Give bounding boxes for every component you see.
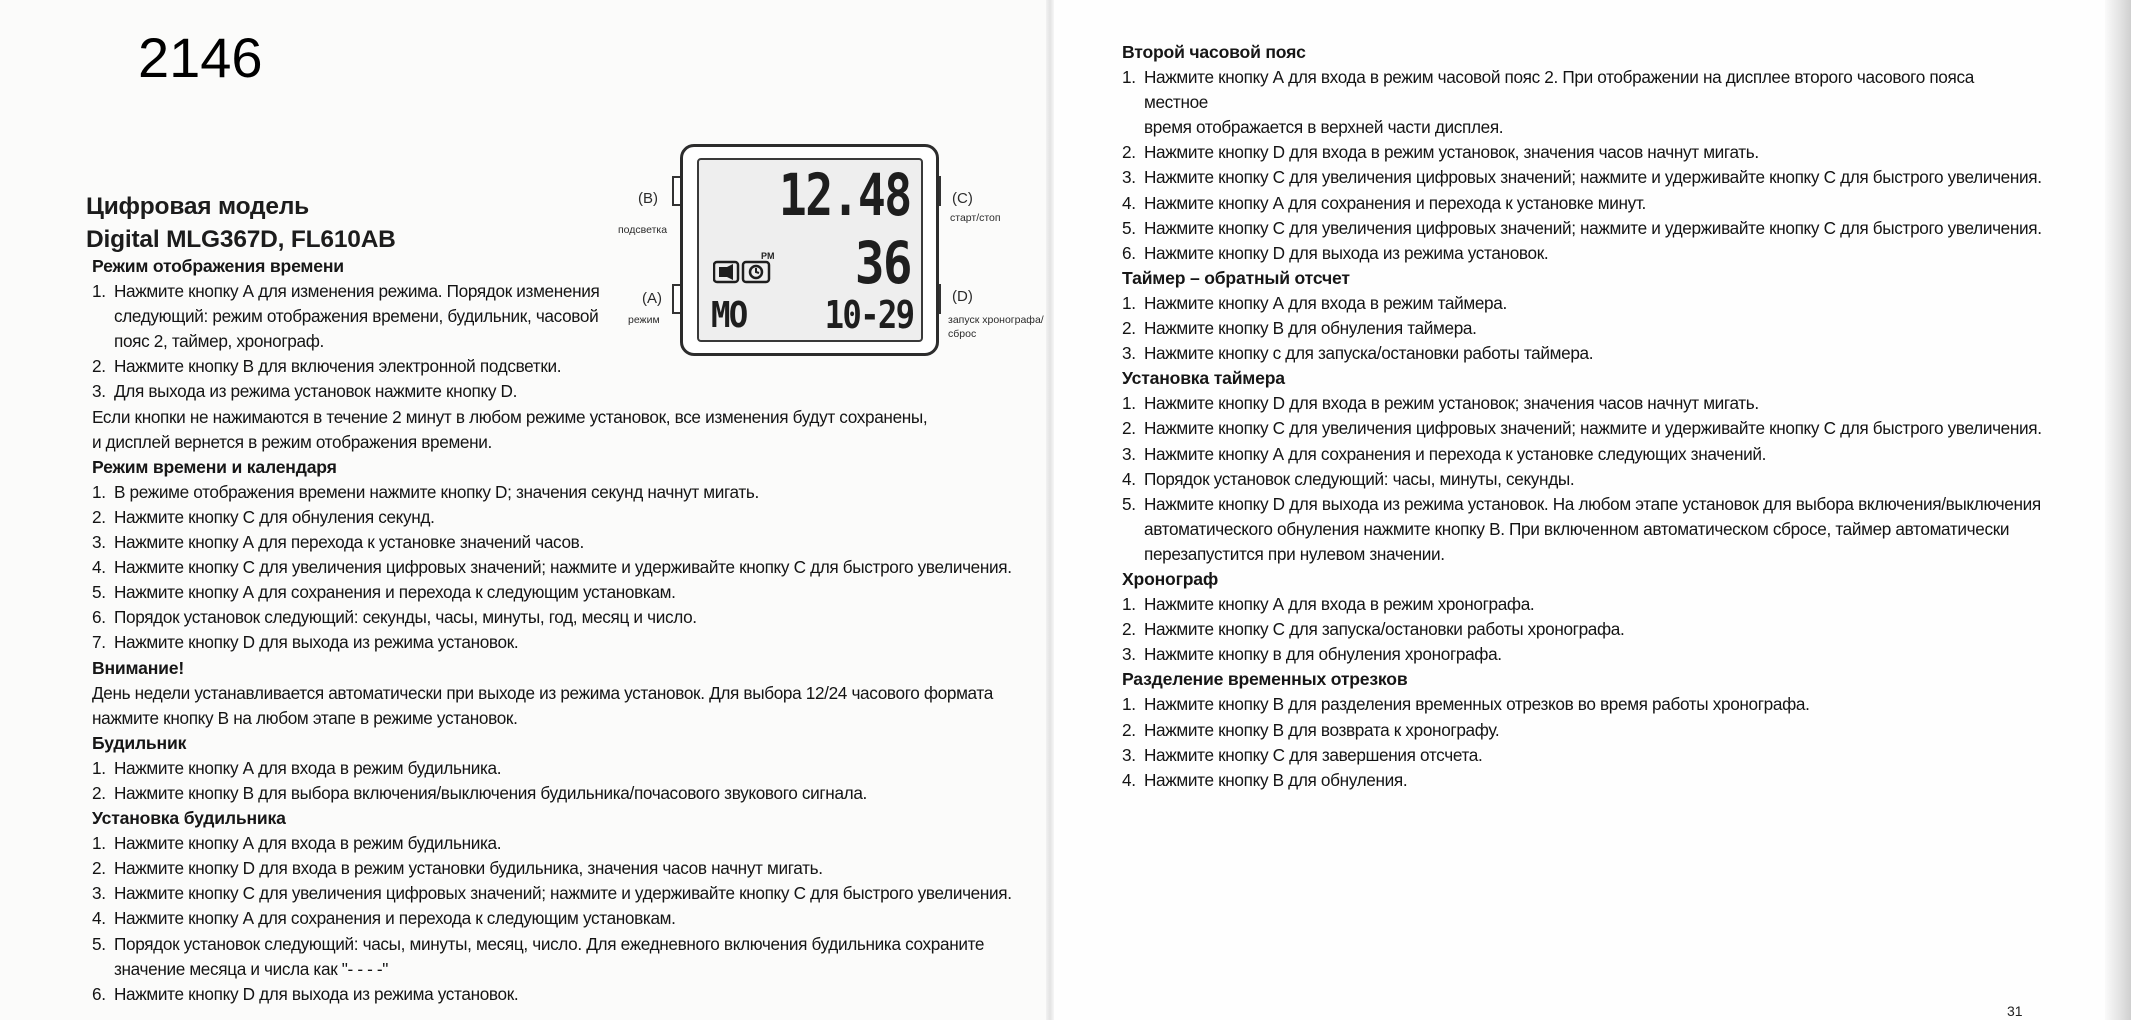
list-item-text: Нажмите кнопку А для входа в режим хронографа. [1144, 594, 1535, 615]
list-item-text: пояс 2, таймер, хронограф. [114, 331, 324, 352]
list-item [1122, 718, 2042, 743]
list-item-text: В режиме отображения времени нажмите кнопку D; значения секунд начнут мигать. [114, 481, 759, 502]
display-date: 10-29 [824, 293, 913, 337]
list-item-text: Нажмите кнопку D для выхода из режима установок. [1144, 242, 1549, 263]
list-item-text: Нажмите кнопку В для включения электронной подсветки. [114, 356, 562, 377]
list-item-continuation [92, 304, 1012, 329]
list-item-number: 3. [92, 532, 106, 553]
section-heading: Будильник [92, 732, 187, 753]
list-item-number: 6. [92, 983, 106, 1004]
list-item [1122, 592, 2042, 617]
list-item [92, 982, 1012, 1007]
section-heading: Режим времени и календаря [92, 456, 337, 477]
list-item [92, 505, 1012, 530]
list-item-text: Нажмите кнопку D для входа в режим установки будильника, значения часов начнут мигать. [114, 858, 823, 879]
button-b-caption: подсветка [618, 224, 668, 236]
list-item-text: Нажмите кнопку D для выхода из режима установок. [114, 983, 519, 1004]
display-pm: PM [761, 251, 775, 261]
list-item-number: 1. [1122, 67, 1136, 88]
list-item-number: 3. [92, 381, 106, 402]
display-day: MO [711, 295, 747, 336]
list-item-text: Нажмите кнопку D для выхода из режима установок. [114, 632, 519, 653]
title-line-1: Цифровая модель [86, 193, 310, 220]
list-item-number: 5. [92, 582, 106, 603]
list-item [92, 580, 1012, 605]
list-item-text: Нажмите кнопку А для входа в режим таймера. [1144, 292, 1507, 313]
list-item-text: Нажмите кнопку С для завершения отсчета. [1144, 744, 1483, 765]
list-item-text: Нажмите кнопку С для увеличения цифровых значений; нажмите и удерживайте кнопку С для быстрого увеличения. [1144, 418, 2042, 439]
list-item-number: 3. [92, 883, 106, 904]
list-item-text: Нажмите кнопку В для обнуления таймера. [1144, 318, 1477, 339]
list-item [1122, 617, 2042, 642]
list-item-text: Нажмите кнопку В для обнуления. [1144, 769, 1408, 790]
paragraph-line: День недели устанавливается автоматически при выходе из режима установок. Для выбора 12/24 часового формата [92, 682, 993, 703]
list-item [1122, 191, 2042, 216]
section-heading: Внимание! [92, 657, 185, 678]
document-title [86, 190, 396, 256]
list-item [92, 530, 1012, 555]
list-item [1122, 216, 2042, 241]
section-heading: Режим отображения времени [92, 256, 344, 276]
left-column-text [92, 251, 1012, 1007]
list-item-number: 4. [1122, 468, 1136, 489]
list-item-text: Нажмите кнопку А для входа в режим будильника. [114, 833, 502, 854]
list-item [1122, 492, 2042, 517]
list-item [1122, 743, 2042, 768]
list-item [92, 354, 1012, 379]
section-heading: Установка будильника [92, 808, 286, 829]
list-item-number: 5. [92, 933, 106, 954]
paragraph-line: и дисплей вернется в режим отображения времени. [92, 431, 492, 452]
list-item [92, 781, 1012, 806]
list-item-number: 1. [1122, 694, 1136, 715]
list-item [92, 480, 1012, 505]
title-line-2: Digital MLG367D, FL610AB [86, 226, 396, 253]
list-item-number: 1. [92, 481, 106, 502]
section-heading: Установка таймера [1122, 368, 1285, 389]
list-item-number: 5. [1122, 493, 1136, 514]
list-item-text: следующий: режим отображения времени, будильник, часовой [114, 306, 599, 327]
list-item-continuation [1122, 517, 2042, 542]
list-item-number: 2. [1122, 318, 1136, 339]
paragraph-line: Если кнопки не нажимаются в течение 2 минут в любом режиме установок, все изменения будут сохранены, [92, 406, 928, 427]
list-item-text: Нажмите кнопку С для обнуления секунд. [114, 506, 435, 527]
list-item [1122, 467, 2042, 492]
list-indent [92, 957, 114, 982]
list-item-text: Нажмите кнопку С для запуска/остановки работы хронографа. [1144, 619, 1625, 640]
list-item [1122, 241, 2042, 266]
list-item-number: 7. [92, 632, 106, 653]
list-item-number: 3. [1122, 343, 1136, 364]
list-item-text: Порядок установок следующий: часы, минуты, месяц, число. Для ежедневного включения будильника сохраните [114, 933, 985, 954]
list-item-number: 1. [1122, 292, 1136, 313]
list-item-number: 1. [92, 281, 106, 302]
list-item [92, 630, 1012, 655]
list-item [92, 881, 1012, 906]
list-item-number: 1. [1122, 594, 1136, 615]
list-item-text: Для выхода из режима установок нажмите кнопку D. [114, 381, 518, 402]
list-item [1122, 165, 2042, 190]
right-column-text [1122, 40, 2042, 793]
list-item [92, 932, 1012, 957]
list-item-text: Нажмите кнопку С для увеличения цифровых значений; нажмите и удерживайте кнопку С для быстрого увеличения. [1144, 167, 2042, 188]
paragraph-line: нажмите кнопку В на любом этапе в режиме установок. [92, 707, 518, 728]
list-item-number: 2. [92, 356, 106, 377]
list-item-number: 4. [1122, 769, 1136, 790]
list-item [1122, 65, 2042, 115]
section-heading: Таймер – обратный отсчет [1122, 267, 1350, 288]
list-item-text: Нажмите кнопку А для сохранения и перехода к следующим установкам. [114, 908, 676, 929]
list-item-text: Порядок установок следующий: секунды, часы, минуты, год, месяц и число. [114, 607, 697, 628]
list-item-number: 6. [92, 607, 106, 628]
list-item-text: Нажмите кнопку С для увеличения цифровых значений; нажмите и удерживайте кнопку С для быстрого увеличения. [114, 557, 1012, 578]
list-item-text: Нажмите кнопку В для разделения временных отрезков во время работы хронографа. [1144, 694, 1810, 715]
list-item-text: Нажмите кнопку С для увеличения цифровых значений; нажмите и удерживайте кнопку С для быстрого увеличения. [1144, 217, 2042, 238]
list-item-number: 3. [1122, 443, 1136, 464]
list-item-text: Нажмите кнопку D для входа в режим установок; значения часов начнут мигать. [1144, 393, 1759, 414]
list-item-number: 3. [1122, 744, 1136, 765]
list-item [1122, 642, 2042, 667]
display-time: 12.48 [779, 161, 911, 229]
list-indent [1122, 542, 1144, 567]
list-item-text: Нажмите кнопку D для выхода из режима установок. На любом этапе установок для выбора включения/выключения [1144, 493, 2041, 514]
list-item-text: перезапустится при нулевом значении. [1144, 543, 1445, 564]
button-b-label: (B) [638, 190, 658, 207]
button-d-caption-2: сброс [948, 328, 977, 340]
list-item-text: Нажмите кнопку В для возврата к хронографу. [1144, 719, 1500, 740]
list-item-text: Нажмите кнопку D для входа в режим установок, значения часов начнут мигать. [1144, 142, 1759, 163]
button-a-caption: режим [628, 314, 660, 326]
list-item [1122, 291, 2042, 316]
list-indent [92, 304, 114, 329]
list-item-number: 4. [92, 908, 106, 929]
button-a-label: (A) [642, 290, 662, 307]
list-item-number: 4. [92, 557, 106, 578]
list-item-number: 1. [1122, 393, 1136, 414]
list-item [92, 279, 1012, 304]
list-item [92, 555, 1012, 580]
list-item-continuation [1122, 542, 2042, 567]
list-item [1122, 391, 2042, 416]
button-c-caption: старт/стоп [950, 212, 1001, 224]
list-item [1122, 692, 2042, 717]
list-item-text: Нажмите кнопку А для изменения режима. Порядок изменения [114, 281, 600, 302]
list-item [1122, 140, 2042, 165]
display-seconds: 36 [855, 229, 911, 297]
corner-number: 2146 [138, 26, 263, 89]
list-indent [1122, 517, 1144, 542]
list-item-number: 1. [92, 757, 106, 778]
list-item-text: Нажмите кнопку А для входа в режим будильника. [114, 757, 502, 778]
list-item-text: Нажмите кнопку В для выбора включения/выключения будильника/почасового звукового сигнала. [114, 782, 867, 803]
list-item-number: 2. [1122, 142, 1136, 163]
page-edge [2105, 0, 2131, 1020]
list-item-continuation [92, 329, 1012, 354]
section-heading: Разделение временных отрезков [1122, 669, 1408, 690]
list-item-number: 5. [1122, 217, 1136, 238]
list-item-number: 2. [92, 506, 106, 527]
list-item-continuation [1122, 115, 2042, 140]
list-item [92, 379, 1012, 404]
list-item-text: время отображается в верхней части дисплея. [1144, 117, 1504, 138]
list-item-text: Нажмите кнопку в для обнуления хронографа. [1144, 644, 1502, 665]
button-d-label: (D) [952, 288, 973, 305]
list-item-number: 3. [1122, 644, 1136, 665]
list-item-number: 2. [1122, 619, 1136, 640]
list-item-number: 2. [1122, 418, 1136, 439]
page-number: 31 [2007, 1003, 2023, 1019]
list-item-text: Порядок установок следующий: часы, минуты, секунды. [1144, 468, 1575, 489]
list-item [1122, 768, 2042, 793]
list-item [1122, 442, 2042, 467]
section-heading: Хронограф [1122, 568, 1219, 589]
list-item-number: 2. [92, 858, 106, 879]
list-item-text: Нажмите кнопку с для запуска/остановки работы таймера. [1144, 343, 1594, 364]
list-item [1122, 416, 2042, 441]
list-item-number: 2. [92, 782, 106, 803]
list-item-text: значение месяца и числа как "- - - -" [114, 958, 389, 979]
list-item-number: 3. [1122, 167, 1136, 188]
list-item [1122, 316, 2042, 341]
list-item [92, 605, 1012, 630]
list-item-text: Нажмите кнопку А для сохранения и перехода к установке минут. [1144, 192, 1646, 213]
button-d-caption: запуск хронографа/ [948, 314, 1044, 326]
list-item-number: 6. [1122, 242, 1136, 263]
list-item-text: Нажмите кнопку А для входа в режим часовой пояс 2. При отображении на дисплее второго часового пояса местное [1144, 67, 1974, 113]
list-item [92, 906, 1012, 931]
list-item-text: автоматического обнуления нажмите кнопку В. При включенном автоматическом сбросе, таймер автоматически [1144, 518, 2010, 539]
list-item-continuation [92, 957, 1012, 982]
list-item-number: 4. [1122, 192, 1136, 213]
list-item [92, 856, 1012, 881]
list-indent [92, 329, 114, 354]
list-item-text: Нажмите кнопку А для сохранения и перехода к следующим установкам. [114, 582, 676, 603]
list-item-number: 2. [1122, 719, 1136, 740]
button-c-label: (C) [952, 190, 973, 207]
list-item-number: 1. [92, 833, 106, 854]
list-item [92, 831, 1012, 856]
list-item-text: Нажмите кнопку С для увеличения цифровых значений; нажмите и удерживайте кнопку С для быстрого увеличения. [114, 883, 1012, 904]
list-item [1122, 341, 2042, 366]
list-item-text: Нажмите кнопку А для перехода к установке значений часов. [114, 532, 584, 553]
list-item [92, 756, 1012, 781]
section-heading: Второй часовой пояс [1122, 42, 1306, 62]
list-item-text: Нажмите кнопку А для сохранения и перехода к установке следующих значений. [1144, 443, 1767, 464]
list-indent [1122, 115, 1144, 140]
